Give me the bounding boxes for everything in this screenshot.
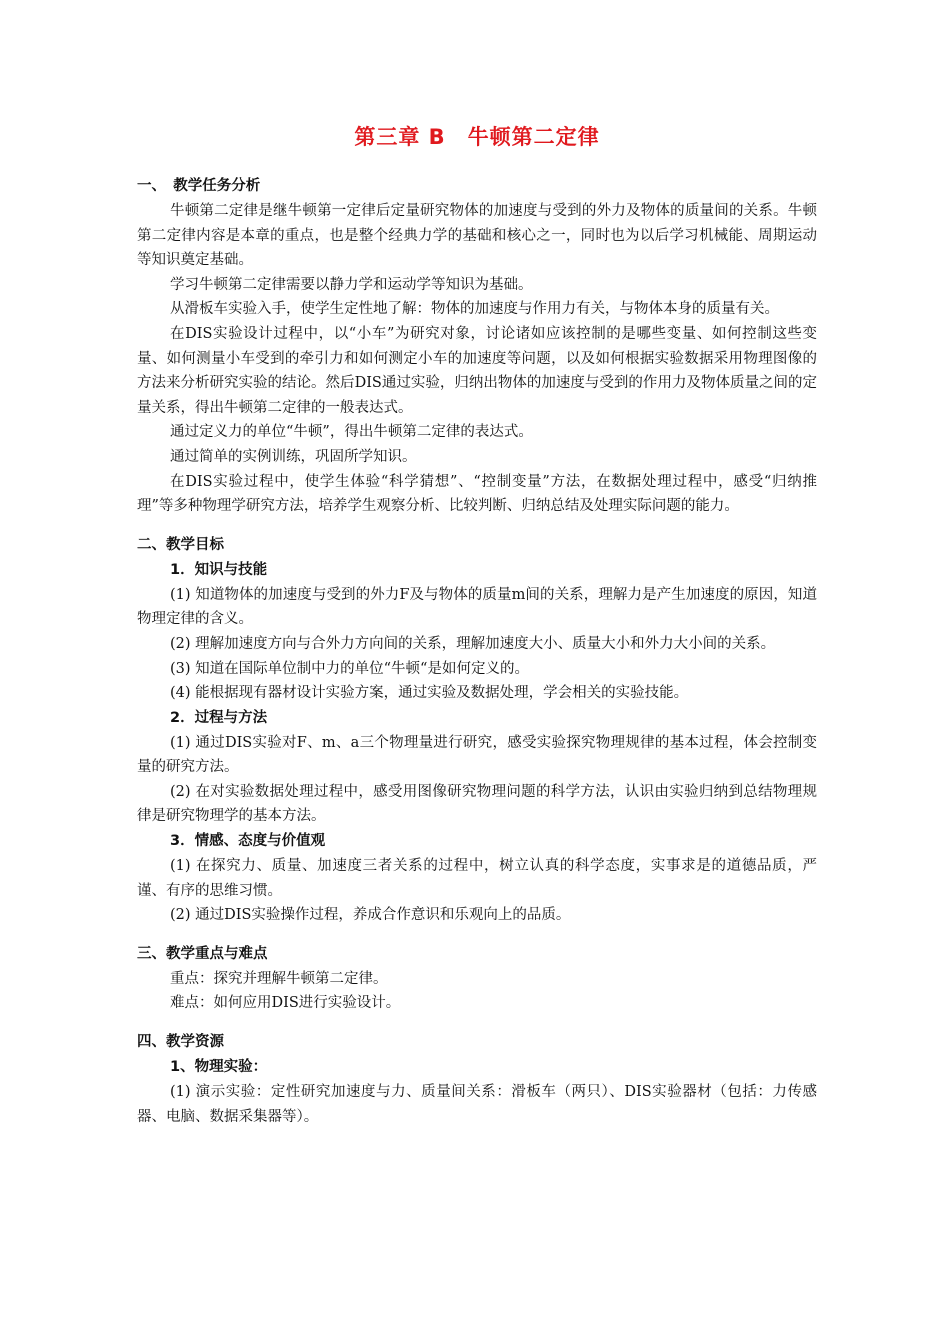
list-item: (1) 通过DIS实验对F、m、a三个物理量进行研究，感受实验探究物理规律的基本过程，体会控制变量的研究方法。: [137, 734, 817, 776]
subsection-heading: 3．情感、态度与价值观: [170, 833, 326, 850]
list-item: (3) 知道在国际单位制中力的单位“牛顿“是如何定义的。: [170, 660, 529, 677]
document-page: [137, 122, 817, 1143]
list-item: (1) 演示实验：定性研究加速度与力、质量间关系：滑板车（两只）、DIS实验器材（包括：力传感器、电脑、数据采集器等）。: [137, 1084, 817, 1125]
list-item: (1) 知道物体的加速度与受到的外力F及与物体的质量m间的关系，理解力是产生加速度的原因，知道物理定律的含义。: [137, 586, 817, 628]
section-resources: [137, 1030, 817, 1129]
paragraph: 在DIS实验设计过程中，以“小车”为研究对象，讨论诸如应该控制的是哪些变量、如何控制这些变量、如何测量小车受到的牵引力和如何测定小车的加速度等问题，以及如何根据实验数据采用物理图像的方法来分析研究实验的结论。然后DIS通过实验，归纳出物体的加速度与受到的作用力及物体质量之间的定量关系，得出牛顿第二定律的一般表达式。: [137, 325, 817, 416]
subsection-heading: 2．过程与方法: [170, 709, 268, 726]
list-item: (2) 在对实验数据处理过程中，感受用图像研究物理问题的科学方法，认识由实验归纳到总结物理规律是研究物理学的基本方法。: [137, 783, 817, 825]
section-key-points: [137, 942, 817, 1016]
section-heading: 一、 教学任务分析: [137, 178, 261, 194]
section-teaching-goals: [137, 533, 817, 928]
list-item: (2) 通过DIS实验操作过程，养成合作意识和乐观向上的品质。: [170, 907, 571, 924]
section-heading: 三、教学重点与难点: [137, 945, 268, 962]
paragraph: 在DIS实验过程中，使学生体验“科学猜想”、“控制变量”方法，在数据处理过程中，感受“归纳推理”等多种物理学研究方法，培养学生观察分析、比较判断、归纳总结及处理实际问题的能力。: [137, 473, 817, 515]
list-item: 难点：如何应用DIS进行实验设计。: [170, 995, 401, 1012]
section-task-analysis: [137, 174, 817, 519]
list-item: (1) 在探究力、质量、加速度三者关系的过程中，树立认真的科学态度，实事求是的道德品质，严谨、有序的思维习惯。: [137, 858, 817, 899]
paragraph: 学习牛顿第二定律需要以静力学和运动学等知识为基础。: [170, 276, 533, 293]
section-heading: 四、教学资源: [137, 1034, 224, 1051]
paragraph: 从滑板车实验入手，使学生定性地了解：物体的加速度与作用力有关，与物体本身的质量有关。: [170, 301, 779, 318]
section-heading: 二、教学目标: [137, 536, 224, 553]
list-item: (2) 理解加速度方向与合外力方向间的关系，理解加速度大小、质量大小和外力大小间的关系。: [170, 635, 776, 652]
paragraph: 通过定义力的单位“牛顿”，得出牛顿第二定律的表达式。: [170, 424, 533, 441]
page-title: 第三章 B 牛顿第二定律: [354, 125, 600, 149]
list-item: (4) 能根据现有器材设计实验方案，通过实验及数据处理，学会相关的实验技能。: [170, 685, 689, 702]
paragraph: 牛顿第二定律是继牛顿第一定律后定量研究物体的加速度与受到的外力及物体的质量间的关系。牛顿第二定律内容是本章的重点，也是整个经典力学的基础和核心之一，同时也为以后学习机械能、周期运动等知识奠定基础。: [137, 203, 817, 269]
list-item: 重点：探究并理解牛顿第二定律。: [170, 970, 388, 987]
paragraph: 通过简单的实例训练，巩固所学知识。: [170, 448, 417, 465]
subsection-heading: 1．知识与技能: [170, 561, 268, 578]
subsection-heading: 1、物理实验：: [170, 1059, 268, 1076]
